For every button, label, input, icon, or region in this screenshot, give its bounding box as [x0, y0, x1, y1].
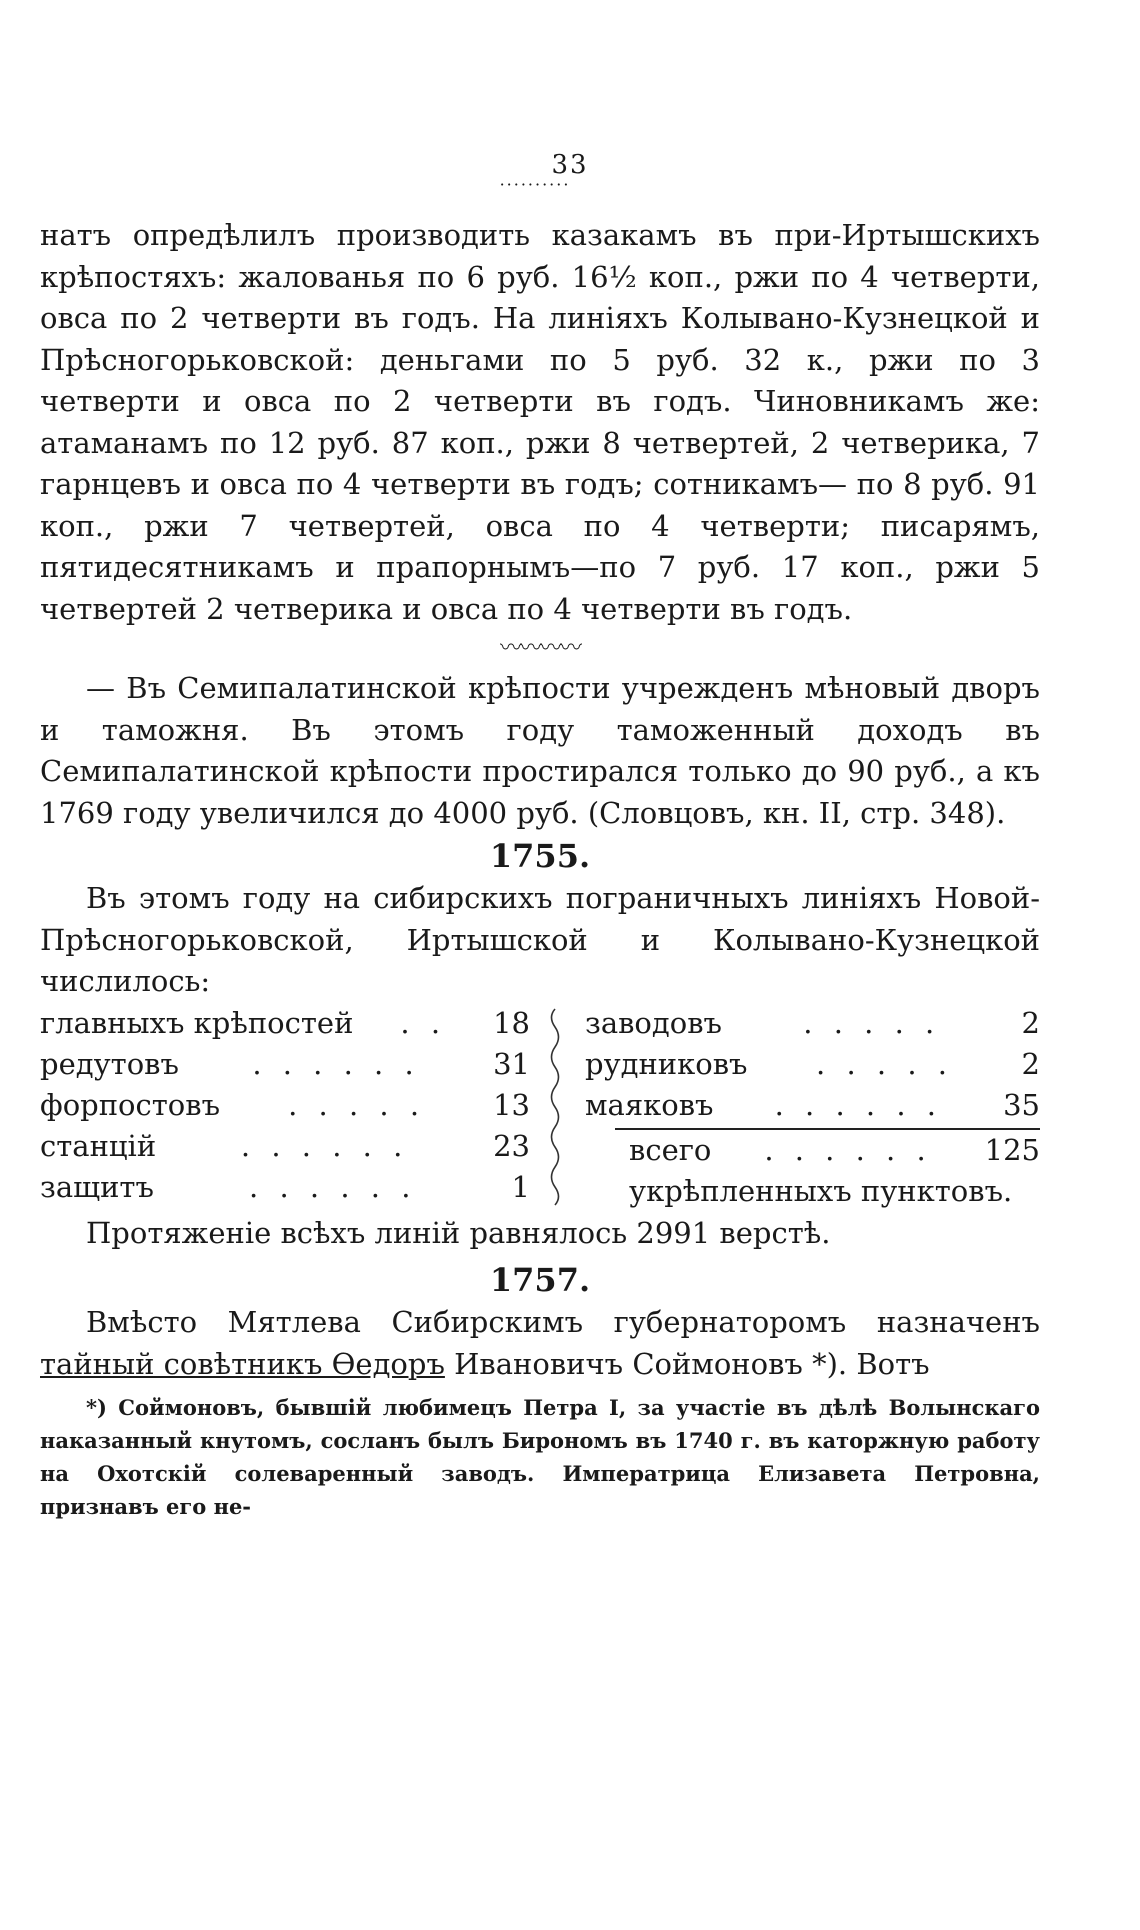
row-dots: . . . . . . [774, 1087, 942, 1122]
page-body [40, 215, 1040, 1523]
total-caption: укрѣпленныхъ пунктовъ. [629, 1173, 1013, 1208]
row-label: защитъ [40, 1169, 154, 1204]
table-row [40, 1167, 530, 1208]
row-dots: . . . . . . [240, 1128, 409, 1163]
row-label: станцій [40, 1128, 157, 1163]
row-dots: . . . . . [816, 1046, 954, 1081]
table-row [40, 1003, 530, 1044]
table-row [40, 1126, 530, 1167]
row-value: 13 [493, 1087, 530, 1122]
total-caption-row [629, 1171, 1040, 1212]
row-label: форпостовъ [40, 1087, 221, 1122]
row-dots: . . . . . . [764, 1132, 932, 1167]
row-value: 35 [1003, 1087, 1040, 1122]
row-dots: . . . . . [803, 1005, 941, 1040]
row-value: 18 [493, 1005, 530, 1040]
brace-divider [540, 1007, 570, 1207]
row-value: 31 [493, 1046, 530, 1081]
footnote: *) Соймоновъ, бывшій любимецъ Петра I, за участіе въ дѣлѣ Волынскаго наказанный кнутомъ, сосланъ былъ Бирономъ въ 1740 г. въ каторжную работу на Охотскій солеваренный заводъ. Императрица Елизавета Петровна, признавъ его не- [40, 1395, 1040, 1519]
page-number-rule: ·········· [499, 175, 571, 194]
row-label: маяковъ [585, 1087, 714, 1122]
row-label: заводовъ [585, 1005, 722, 1040]
row-label: главныхъ крѣпостей [40, 1005, 354, 1040]
governor-text-end: Ивановичъ Соймоновъ *). Вотъ [444, 1346, 930, 1381]
paragraph-line-length: Протяженіе всѣхъ линій равнялось 2991 верстѣ. [86, 1215, 831, 1250]
paragraph-salaries: натъ опредѣлилъ производить казакамъ въ при-Иртышскихъ крѣпостяхъ: жалованья по 6 руб. 16½ коп., ржи по 4 четверти, овса по 2 четверти въ годъ. На линіяхъ Колывано-Кузнецкой и Прѣсногорьковской: деньгами по 5 руб. 32 к., ржи по 3 четверти и овса по 2 четверти въ годъ. Чиновникамъ же: атаманамъ по 12 руб. 87 коп., ржи 8 четвертей, 2 четверика, 7 гарнцевъ и овса по 4 четверти въ годъ; сотникамъ— по 8 руб. 91 коп., ржи 7 четвертей, овса по 4 четверти; писарямъ, пятидесятникамъ и прапорнымъ—по 7 руб. 17 коп., ржи 5 четвертей 2 четверика и овса по 4 четверти въ годъ. [40, 218, 1040, 626]
governor-text-start: Вмѣсто Мятлева Сибирскимъ губернаторомъ назначенъ [86, 1305, 1040, 1339]
total-label: всего [629, 1132, 712, 1167]
row-label: рудниковъ [585, 1046, 748, 1081]
year-heading-1757: 1757. [489, 1261, 591, 1299]
row-value: 23 [493, 1128, 530, 1163]
row-dots: . . . . . . [252, 1046, 420, 1081]
row-dots: . . . . . [288, 1087, 426, 1122]
row-value: 2 [1021, 1046, 1040, 1081]
paragraph-customs: — Въ Семипалатинской крѣпости учрежденъ мѣновый дворъ и таможня. Въ этомъ году таможенный доходъ въ Семипалатинской крѣпости простирался только до 90 руб., а къ 1769 году увеличился до 4000 руб. (Словцовъ, кн. II, стр. 348). [40, 671, 1040, 830]
row-label: редутовъ [40, 1046, 179, 1081]
table-row [585, 1044, 1040, 1085]
row-dots: . . . . . . [249, 1169, 417, 1204]
year-heading-1755: 1755. [489, 837, 591, 875]
table-row [585, 1085, 1040, 1126]
table-row [585, 1003, 1040, 1044]
fortification-table [40, 1003, 1040, 1213]
section-separator: 〰〰〰〰 [499, 636, 580, 661]
page-number: 33 [551, 150, 589, 180]
table-row [40, 1085, 530, 1126]
row-value: 2 [1021, 1005, 1040, 1040]
fortification-table-left [40, 1003, 530, 1208]
total-row [629, 1130, 1040, 1171]
fortification-table-right [585, 1003, 1040, 1212]
total-value: 125 [984, 1132, 1040, 1167]
row-dots: . . [400, 1005, 447, 1040]
paragraph-governor [40, 1302, 1040, 1385]
table-row [40, 1044, 530, 1085]
paragraph-lines-intro: Въ этомъ году на сибирскихъ пограничныхъ линіяхъ Новой-Прѣсногорьковской, Иртышской и Колывано-Кузнецкой числилось: [40, 881, 1040, 998]
row-value: 1 [511, 1169, 530, 1204]
governor-text-underlined: тайный совѣтникъ Ѳедоръ [40, 1346, 445, 1381]
